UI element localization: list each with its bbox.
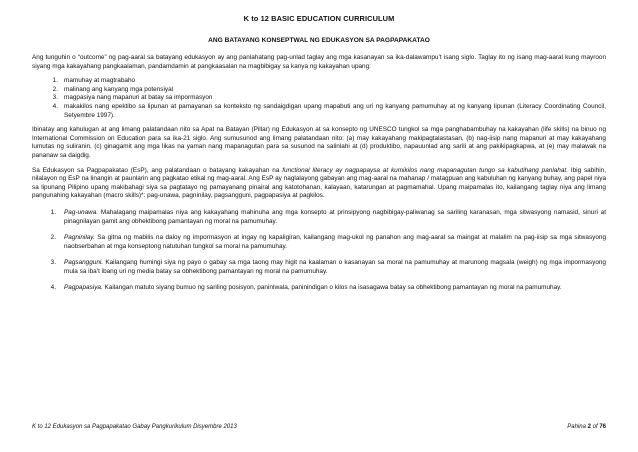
footer-doc-title: K to 12 Edukasyon sa Pagpapakatao Gabay Pangkurikulum Disyembre 2013 (32, 424, 237, 430)
page-footer (32, 424, 606, 430)
list-item: 1. mamuhay at magtrabaho (52, 77, 136, 85)
esp-paragraph: Sa Edukasyon sa Pagpapakatao (EsP), ang palatandaan o batayang kakayahan na functional literacy ay nagpapaysa at kumikilos nang mapanagutan tungo sa kabutihang panlahat. Ibig sabihin, nilalayon ng EsP na linangin at paunlarin ang pagkatao etikal ng mag-aaral. Ang EsP ay naglalayong gabayan ang mag-aaral na mahanap / matagpuan ang kabuluhan ng kanyang buhay, ang papel niya sa lipunang Pilipino upang makibahagi siya sa pagtatayo ng pamayanang pinairal ang katotohanan, kalayaan, katarungan at pagmamahal. Upang maipamalas ito, kailangang taglay niya ang limang pangunahing kakayahan (macro skills)*: pag-unawa, pagninilay, pagsangguni, pagpapasiya at pagkilos. (32, 166, 607, 200)
pillars-paragraph: Ibinatay ang kahulugan at ang limang palatandaan nito sa Apat na Batayan (Pillar) ng Edukasyon at sa konsepto ng UNESCO tungkol sa mga panghabambuhay na kakayahan (life skills) na binuo ng International Commission on Education para sa ika-21 siglo. Ang sumusunod ang limang palatandaan nito: (a) may kakayahang makipagtalastasan, (b) nag-iisip nang mapanuri at may kakayahang lumutas ng suliranin, (c) ginagamit ang mga likas na yaman nang mapanagutan para sa susunod na salinlahi at (d) produktibo, napauunlad ang sarili at ang pakikipagkapwa, at (e) may malawak na pananaw sa daigdig. (32, 126, 606, 159)
list-item: 3. magpasiya nang mapanuri at batay sa impormasyon (52, 94, 213, 102)
section-title: ANG BATAYANG KONSEPTWAL NG EDUKASYON SA PAGPAPAKATAO (208, 37, 430, 44)
list-item: 4. Pagpapasiya. Kailangan matuto siyang bumuo ng sariling posisyon, paninIwala, paninindigan o kilos na isasagawa batay sa obhektibong pamantayan ng moral na pamumuhay. (50, 284, 562, 292)
list-item: 3. Pagsangguni. Kailangang humingi siya ng payo o gabay sa mga taong may higit na kaalaman o kasanayan sa moral na pamumuhay at marunong magsala (weigh) ng mga impormasyong mula sa iba’t ibang uri ng media batay sa obhektibong pamantayan ng moral na pamumuhay. (50, 259, 606, 275)
outcomes-list (32, 77, 606, 120)
list-item: 2. malinang ang kanyang mga potensiyal (52, 85, 174, 93)
list-item: 4. makakilos nang epektibo sa lipunan at pamayanan sa konteksto ng sandaigdigan upang mapabuti ang uri ng kanyang pamumuhay at ng kanyang lipunan (Literacy Coordinating Council, Setyembre 1997). (52, 102, 606, 119)
list-item: 2. Pagninilay. Sa gitna ng mabilis na daloy ng impormasyon at ingay ng kapaligiran, kailangang mag-ukol ng panahon ang mag-aaral sa maingat at malalim na pag-iisip sa mga sitwasyong naobserbahan at mga konseptong natutuhan tungkol sa moral na pamumuhay. (50, 234, 606, 250)
intro-paragraph: Ang tunguhin o “outcome” ng pag-aaral sa batayang edukasyon ay ang panlahatang pag-unlad taglay ang mga kasanayan sa ika-dalawampu’t isang siglo. Taglay ito ng isang mag-aaral kung mayroon siyang mga kakayahang pangkaalaman, pandamdamin at pangkaasalan na magbibigay sa kanya ng kakayahan upang: (32, 54, 606, 70)
macro-skills-list (32, 209, 606, 293)
emphasis-text: functional literacy ay nagpapaysa at kumikilos nang mapanagutan tungo sa kabutihang panlahat. (282, 166, 568, 174)
document-title: K to 12 BASIC EDUCATION CURRICULUM (243, 14, 395, 23)
list-item: 1. Pag-unawa. Mahalagang maipamalas niya ang kakayahang mahinuha ang mga konsepto at prinsipyong nagbibigay-paliwanag sa sariling karanasan, mga sitwasyong namasid, sinuri at pinagnilayan gamit ang obhektibong pamantayan ng moral na pamumuhay. (50, 208, 606, 225)
page-number: Pahina 2 of 76 (567, 424, 606, 430)
